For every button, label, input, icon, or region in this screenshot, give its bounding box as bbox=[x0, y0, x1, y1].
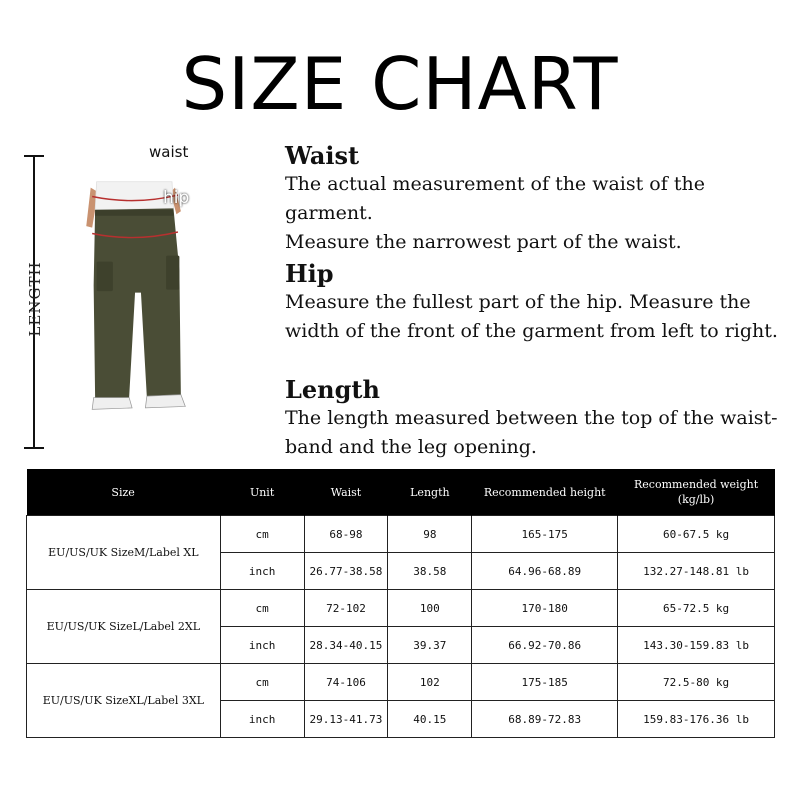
header-size: Size bbox=[27, 469, 221, 516]
waist-cell: 74-106 bbox=[304, 664, 388, 701]
header-length: Length bbox=[388, 469, 472, 516]
hip-figure-label: hip bbox=[163, 188, 190, 208]
size-cell: EU/US/UK SizeXL/Label 3XL bbox=[27, 664, 221, 738]
waist-description bbox=[285, 142, 795, 257]
length-cell: 102 bbox=[388, 664, 472, 701]
waist-cell: 28.34-40.15 bbox=[304, 627, 388, 664]
size-cell: EU/US/UK SizeM/Label XL bbox=[27, 516, 221, 590]
waist-cell: 26.77-38.58 bbox=[304, 553, 388, 590]
length-description bbox=[285, 376, 795, 462]
weight-cell: 72.5-80 kg bbox=[618, 664, 775, 701]
length-cell: 100 bbox=[388, 590, 472, 627]
length-cell: 39.37 bbox=[388, 627, 472, 664]
pants-model-illustration bbox=[70, 140, 240, 460]
length-cell: 40.15 bbox=[388, 701, 472, 738]
unit-cell: inch bbox=[220, 701, 304, 738]
table-row bbox=[27, 590, 775, 627]
weight-cell: 132.27-148.81 lb bbox=[618, 553, 775, 590]
height-cell: 175-185 bbox=[472, 664, 618, 701]
height-cell: 64.96-68.89 bbox=[472, 553, 618, 590]
length-measure-cap-top bbox=[24, 155, 44, 157]
header-weight bbox=[618, 469, 775, 516]
weight-cell: 143.30-159.83 lb bbox=[618, 627, 775, 664]
unit-cell: cm bbox=[220, 516, 304, 553]
table-header-row bbox=[27, 469, 775, 516]
weight-cell: 159.83-176.36 lb bbox=[618, 701, 775, 738]
height-cell: 165-175 bbox=[472, 516, 618, 553]
size-chart-table bbox=[26, 469, 775, 738]
header-height: Recommended height bbox=[472, 469, 618, 516]
size-cell: EU/US/UK SizeL/Label 2XL bbox=[27, 590, 221, 664]
length-cell: 38.58 bbox=[388, 553, 472, 590]
hip-text-line-2: width of the front of the garment from left to right. bbox=[285, 320, 778, 342]
height-cell: 66.92-70.86 bbox=[472, 627, 618, 664]
hip-description bbox=[285, 260, 795, 346]
table-row bbox=[27, 516, 775, 553]
unit-cell: cm bbox=[220, 590, 304, 627]
unit-cell: cm bbox=[220, 664, 304, 701]
unit-cell: inch bbox=[220, 553, 304, 590]
header-weight-line-2: (kg/lb) bbox=[677, 493, 715, 506]
length-measure-cap-bottom bbox=[24, 447, 44, 449]
height-cell: 170-180 bbox=[472, 590, 618, 627]
weight-cell: 60-67.5 kg bbox=[618, 516, 775, 553]
length-text-line-1: The length measured between the top of the waist- bbox=[285, 407, 778, 429]
length-text-line-2: band and the leg opening. bbox=[285, 436, 537, 458]
length-heading: Length bbox=[285, 375, 380, 404]
height-cell: 68.89-72.83 bbox=[472, 701, 618, 738]
page-title: SIZE CHART bbox=[181, 42, 619, 126]
waist-figure-label: waist bbox=[149, 143, 189, 161]
hip-text-line-1: Measure the fullest part of the hip. Measure the bbox=[285, 291, 751, 313]
waist-cell: 72-102 bbox=[304, 590, 388, 627]
waist-cell: 68-98 bbox=[304, 516, 388, 553]
header-waist: Waist bbox=[304, 469, 388, 516]
length-axis-label: LENGTH bbox=[26, 261, 44, 337]
length-cell: 98 bbox=[388, 516, 472, 553]
unit-cell: inch bbox=[220, 627, 304, 664]
waist-heading: Waist bbox=[285, 141, 360, 170]
header-unit: Unit bbox=[220, 469, 304, 516]
header-weight-line-1: Recommended weight bbox=[634, 478, 759, 491]
table-row bbox=[27, 664, 775, 701]
hip-heading: Hip bbox=[285, 259, 334, 288]
waist-text-line-2: Measure the narrowest part of the waist. bbox=[285, 231, 682, 253]
waist-text-line-1: The actual measurement of the waist of the garment. bbox=[285, 173, 705, 224]
weight-cell: 65-72.5 kg bbox=[618, 590, 775, 627]
waist-cell: 29.13-41.73 bbox=[304, 701, 388, 738]
